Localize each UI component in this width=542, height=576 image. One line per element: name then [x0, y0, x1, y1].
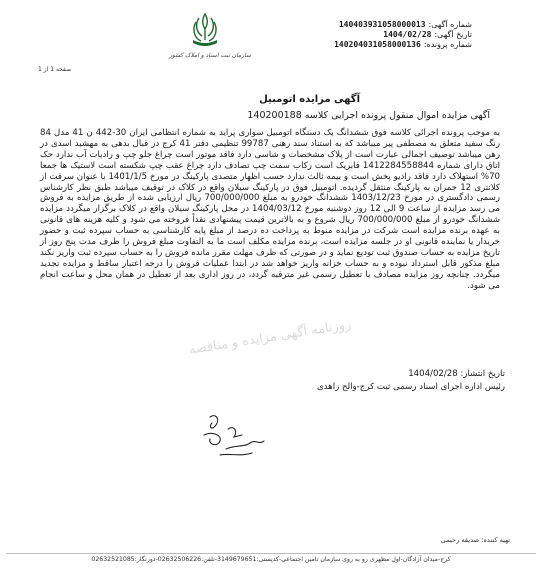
iran-emblem-icon — [188, 10, 222, 50]
page-title: آگهی مزایده اتومبیل — [259, 94, 360, 105]
notice-meta — [292, 20, 472, 50]
notice-body: به موجب پرونده اجرائی کلاسه فوق ششدانگ یک دستگاه اتومبیل سواری پراید به شماره انتظامی ایران 30-442 ن 41 مدل 84 رنگ سفید متعلق به مصطفی پیر میباشد که به استناد سند رهنی 99787 تنظیمی دفتر 41 کرج در قبال بدهی به مهشید اسدی در رهن میباشد توصیف اجمالی عبارت است از پلاک مشخصات و شاسی دارد فاقد موتور است چراغ جلو چپ و رادیات آب ندارد حک اتاق دارای شماره 1412284558844 فابریک است رکاب سمت چپ تصادف دارد چراغ عقب چپ شکسته است لاستیک ها جمعا 70% استهلاک دارد فاقد رادیو پخش است و بیمه ثالث ندارد حسب اظهار متصدی پارکینگ در مورخ 1401/1/5 با عنوان سرقت از کلانتری 12 جمران به پارکینگ منتقل گردیده. اتومبیل فوق در پارکینگ سیلان واقع در کلاک در توقیف میباشد طبق نظر کارشناس رسمی دادگستری در مورخ 1403/12/23 ششدانگ خودرو به مبلغ 700/000/000 ریال ارزیابی شده از طریق مزایده به فروش می رسد مزایده از ساعت 9 الی 12 روز دوشنبه مورخ 1404/03/12 در محل پارکینگ سیلان واقع در کلاک برگزار میگردد مزایده ششدانگ خودرو از مبلغ 700/000/000 ریال شروع و به بالاترین قیمت پیشنهادی نقداً فروخته می شود و کلیه هزینه های قانونی به عهده برنده مزایده است شرکت در مزایده منوط به پرداخت ده درصد از مبلغ پایه کارشناسی به حساب سپرده ثبت و حضور خریدار یا نماینده قانونی او در جلسه مزایده است، برنده مزایده مکلف است ما به التفاوت مبلغ فروش را ظرف مدت پنج روز از تاریخ مزایده به حساب صندوق ثبت تودیع نماید و در صورتی که ظرف مهلت مقرر مانده فروش را به حساب سپرده ثبت واریز نکند مبلغ مذکور قابل استرداد نبوده و به حساب خزانه واریز خواهد شد در ابتدا عملیات فروش را درجه اعتبار ساقط و مزایده تجدید میگردد. چنانچه روز مزایده مصادف با تعطیل رسمی غیر مترقبه گردد، در روز اداری بعد از تعطیل در همان محل و ساعت انجام می شود. — [40, 128, 501, 291]
notice-number-row — [292, 20, 472, 30]
signatory: رئیس اداره اجرای اسناد رسمی ثبت کرج-والح زاهدی — [316, 382, 505, 392]
notice-date-label: تاریخ آگهی: — [434, 30, 472, 39]
publish-date: تاریخ انتشار: 1404/02/28 — [408, 369, 505, 379]
notice-date: 1404/02/28 — [383, 30, 432, 39]
file-number-row — [292, 40, 472, 50]
org-name: سازمان ثبت اسناد و املاک کشور — [168, 52, 252, 59]
file-number-label: شماره پرونده: — [423, 40, 472, 49]
notice-number-label: شماره آگهی: — [428, 20, 472, 29]
file-number: 140204031058000136 — [334, 40, 421, 49]
notice-date-row — [292, 30, 472, 40]
watermark: روزنامه آگهی مزایده و مناقصه — [187, 317, 353, 358]
author-line: تهیه کننده: صدیقه رحیمی — [440, 536, 510, 544]
page-subtitle: آگهی مزایده اموال منقول پرونده اجرایی کلاسه 140200188 — [247, 110, 490, 121]
page-number: صفحه 1 از 1 — [38, 66, 72, 73]
notice-number: 140403931058000013 — [338, 20, 426, 29]
handwritten-signature — [190, 405, 290, 465]
footer-address: کرج-میدان آزادگان-اول مظهری رو به روی سازمان تامین اجتماعی-کدپستی:3149679651-تلفن:02632506226-دورنگار:02632521085 — [6, 553, 536, 563]
